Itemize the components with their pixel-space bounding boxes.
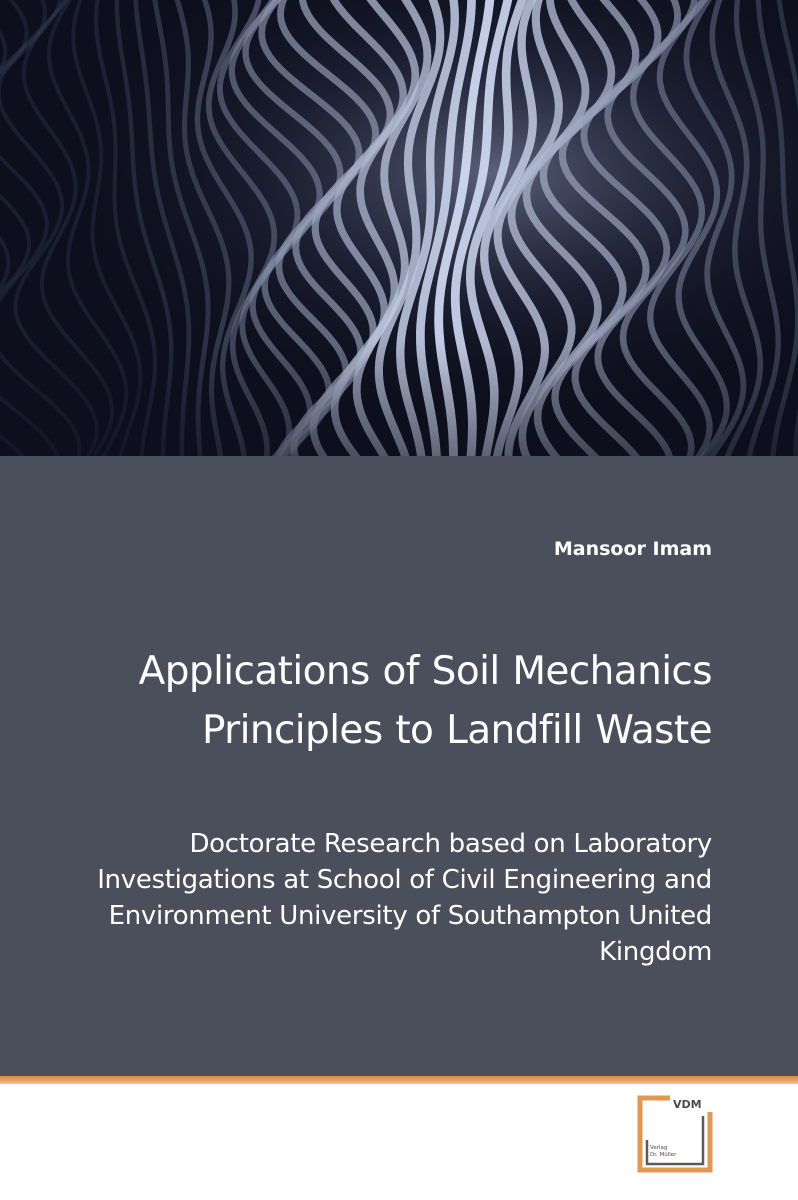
logo-line-1: Verlag [650, 1145, 668, 1151]
publisher-logo [630, 1094, 714, 1174]
cover-artwork [0, 0, 798, 456]
author-name: Mansoor Imam [553, 538, 712, 560]
book-title: Applications of Soil Mechanics Principles to Landfill Waste [138, 649, 712, 753]
title-panel [0, 456, 798, 1076]
logo-brand: VDM [673, 1098, 702, 1111]
wave-pattern [0, 0, 798, 456]
book-subtitle: Doctorate Research based on Laboratory Investigations at School of Civil Engineering and Environment University of Southampton United Kingdom [97, 829, 712, 967]
logo-line-2: Dr. Müller [650, 1152, 677, 1158]
orange-divider [0, 1076, 798, 1084]
